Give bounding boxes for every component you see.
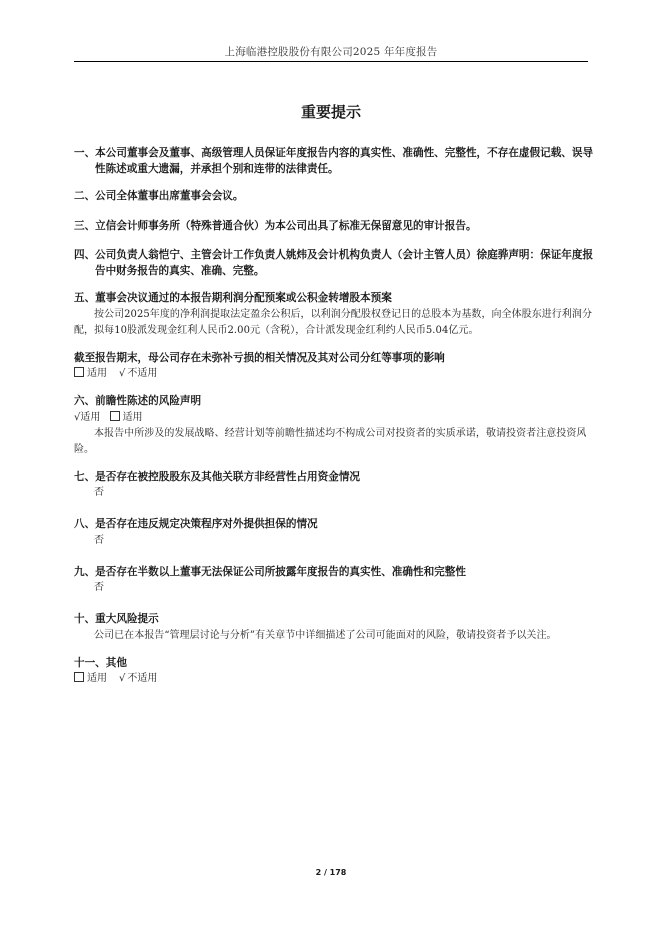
checkmark-icon: √	[119, 673, 126, 684]
option-not-applicable: 不适用	[127, 368, 158, 379]
running-header: 上海临港控股股份有限公司2025 年年度报告	[224, 46, 438, 58]
section-3: 三、立信会计师事务所（特殊普通合伙）为本公司出具了标准无保留意见的审计报告。	[74, 219, 477, 232]
section-5b-title: 截至报告期末，母公司存在未弥补亏损的相关情况及其对公司分红等事项的影响	[74, 351, 445, 364]
section-6-options	[74, 410, 594, 426]
section-7-title: 七、是否存在被控股股东及其他关联方非经营性占用资金情况	[74, 470, 361, 483]
section-4: 四、公司负责人翁恺宁、主管会计工作负责人姚炜及会计机构负责人（会计主管人员）徐庭骅声明：保证年度报告中财务报告的真实、准确、完整。	[74, 249, 594, 277]
option-not-applicable: 不适用	[127, 673, 158, 684]
option-not-applicable: 适用	[122, 411, 143, 423]
section-11-options	[74, 671, 594, 687]
section-9-title: 九、是否存在半数以上董事无法保证公司所披露年度报告的真实性、准确性和完整性	[74, 565, 466, 578]
section-1: 一、本公司董事会及董事、高级管理人员保证年度报告内容的真实性、准确性、完整性，不存在虚假记载、误导性陈述或重大遗漏，并承担个别和连带的法律责任。	[74, 147, 594, 175]
page-number: 2 / 178	[315, 868, 347, 877]
checkmark-icon: √	[119, 368, 126, 379]
option-applicable: 适用	[87, 673, 107, 684]
checkbox-icon	[74, 367, 84, 377]
section-9-answer: 否	[94, 582, 104, 593]
section-10-body: 公司已在本报告“管理层讨论与分析”有关章节中详细描述了公司可能面对的风险，敬请投资者予以关注。	[94, 629, 557, 641]
section-6-body: 本报告中所涉及的发展战略、经营计划等前瞻性描述均不构成公司对投资者的实质承诺，敬请投资者注意投资风险。	[74, 427, 587, 455]
section-5-body: 按公司2025年度的净利润提取法定盈余公积后，以利润分配股权登记日的总股本为基数，向全体股东进行利润分配，拟每10股派发现金红利人民币2.00元（含税），合计派发现金红利约人民币5.04亿元。	[74, 308, 592, 336]
option-applicable: 适用	[87, 368, 107, 379]
section-7-answer: 否	[94, 487, 104, 498]
option-applicable: 适用	[80, 411, 101, 423]
section-11-title: 十一、其他	[74, 656, 127, 669]
section-5-title: 五、董事会决议通过的本报告期利润分配预案或公积金转增股本预案	[74, 292, 392, 304]
section-8-answer: 否	[94, 534, 104, 546]
page-title: 重要提示	[300, 103, 361, 121]
document-body	[74, 146, 594, 687]
checkbox-icon	[110, 411, 120, 421]
section-2: 二、公司全体董事出席董事会会议。	[74, 190, 244, 202]
section-6-title: 六、前瞻性陈述的风险声明	[74, 395, 202, 407]
section-10-title: 十、重大风险提示	[74, 613, 159, 625]
section-5b-options	[74, 366, 594, 382]
checkbox-icon	[74, 672, 84, 682]
checkmark-icon: √	[74, 411, 81, 423]
header-divider	[74, 61, 588, 62]
section-8-title: 八、是否存在违反规定决策程序对外提供担保的情况	[74, 518, 318, 530]
